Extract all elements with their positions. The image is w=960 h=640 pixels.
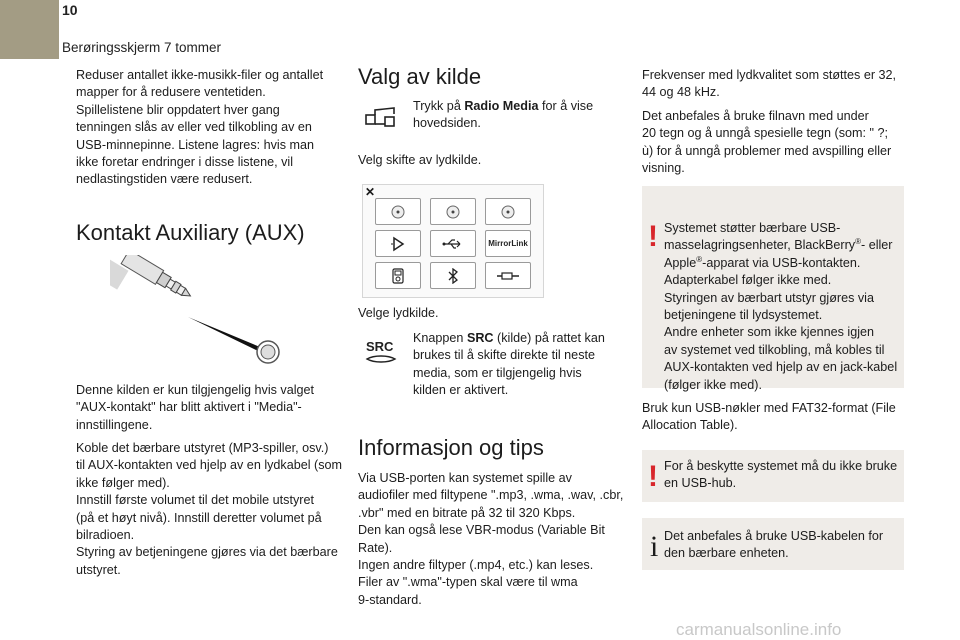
mirrorlink-button[interactable]: MirrorLink [485,230,531,257]
aux-source-button[interactable] [485,262,531,289]
source-selection-screen [362,184,544,298]
watermark: carmanualsonline.info [676,620,842,639]
bluetooth-source-button[interactable] [430,262,476,289]
ipod-source-button[interactable] [375,262,421,289]
knob-icon [446,205,460,219]
radio-preset-button-2[interactable] [430,198,476,225]
warning-icon: ! [648,220,658,253]
aux-cable-icon [110,255,290,370]
chapter-tab [0,0,59,59]
intro-paragraph: Reduser antallet ikke-musikk-filer og antallet mapper for å redusere ventetiden. Spillelistene blir oppdatert hver gang tenningen slås av eller ved tilkobling av en USB-minnepinne. Listene lagres: hvis man ikke foretar endringer i disse listene, vil nedlastingstiden være redusert. [76,68,324,187]
radio-preset-button-3[interactable] [485,198,531,225]
frequency-info: Frekvenser med lydkvalitet som støttes er 32, 44 og 48 kHz. [642,68,897,100]
usb-file-info: Via USB-porten kan systemet spille av audiofiler med filtypene ".mp3, .wma, .wav, .cbr, .vbr" med en bitrate på 32 til 320 Kbps. Den kan også lese VBR-modus (Variable Bit Rate). Ingen andre filtyper (.mp4, etc.) kan leses. Filer av ".wma"-typen skal være til wma 9-standard. [358,471,624,607]
bluetooth-icon [448,268,458,284]
play-icon [390,236,406,252]
usb-hub-warning [642,450,904,502]
info-icon: i [650,530,659,563]
aux-heading: Kontakt Auxiliary (AUX) [76,220,305,245]
filename-advice: Det anbefales å bruke filnavn med under 20 tegn og å unngå spesielle tegn (som: " ?; ù) for å unngå problemer med avspilling eller visning. [642,109,892,176]
radio-media-step: Trykk på Radio Media for å vise hovedsiden. [413,99,594,131]
usb-support-warning [642,186,904,392]
streaming-source-button[interactable] [375,230,421,257]
fat32-advice: Bruk kun USB-nøkler med FAT32-format (File Allocation Table). [642,401,896,433]
select-next-source: Velg skifte av lydkilde. [358,153,482,167]
radio-preset-button-1[interactable] [375,198,421,225]
page-number: 10 [62,2,78,18]
usb-source-button[interactable] [430,230,476,257]
close-icon[interactable]: ✕ [365,185,376,199]
src-button-icon [364,337,398,369]
warning-text: For å beskytte systemet må du ikke bruke en USB-hub. [664,459,898,491]
usb-cable-info [642,518,904,570]
src-step: Knappen SRC (kilde) på rattet kan brukes til å skifte direkte til neste media, som er tilgjengelig hvis kilden er aktivert. [413,331,605,398]
aux-availability: Denne kilden er kun tilgjengelig hvis valget "AUX-kontakt" har blitt aktivert i "Media"- innstillingene. [76,383,315,432]
section-title: Berøringsskjerm 7 tommer [62,40,222,55]
svg-text:SRC: SRC [366,339,394,354]
warning-icon: ! [648,460,658,493]
aux-instructions: Koble det bærbare utstyret (MP3-spiller, osv.) til AUX-kontakten ved hjelp av en lydkabel (som ikke følger med). Innstill første volumet til det mobile utstyret (på et høyt nivå). Innstill deretter volumet på bilradioen. Styring av betjeningene gjøres via det bærbare utstyret. [76,441,343,577]
info-heading: Informasjon og tips [358,435,544,460]
radio-media-icon [364,106,398,130]
knob-icon [391,205,405,219]
ipod-icon [392,268,404,284]
usb-icon [442,238,464,250]
aux-icon [496,271,520,281]
select-source: Velge lydkilde. [358,306,439,320]
knob-icon [501,205,515,219]
warning-text: Systemet støtter bærbare USB- masselagringsenheter, BlackBerry®- eller Apple®-apparat via USB-kontakten. Adapterkabel følger ikke med. Styringen av bærbart utstyr gjøres via betjeningene til lydsystemet. Andre enheter som ikke kjennes igjen av systemet ved tilkobling, må kobles til AUX-kontakten ved hjelp av en jack-kabel (følger ikke med). [664,221,898,392]
info-text: Det anbefales å bruke USB-kabelen for den bærbare enheten. [664,529,884,561]
source-heading: Valg av kilde [358,64,482,89]
